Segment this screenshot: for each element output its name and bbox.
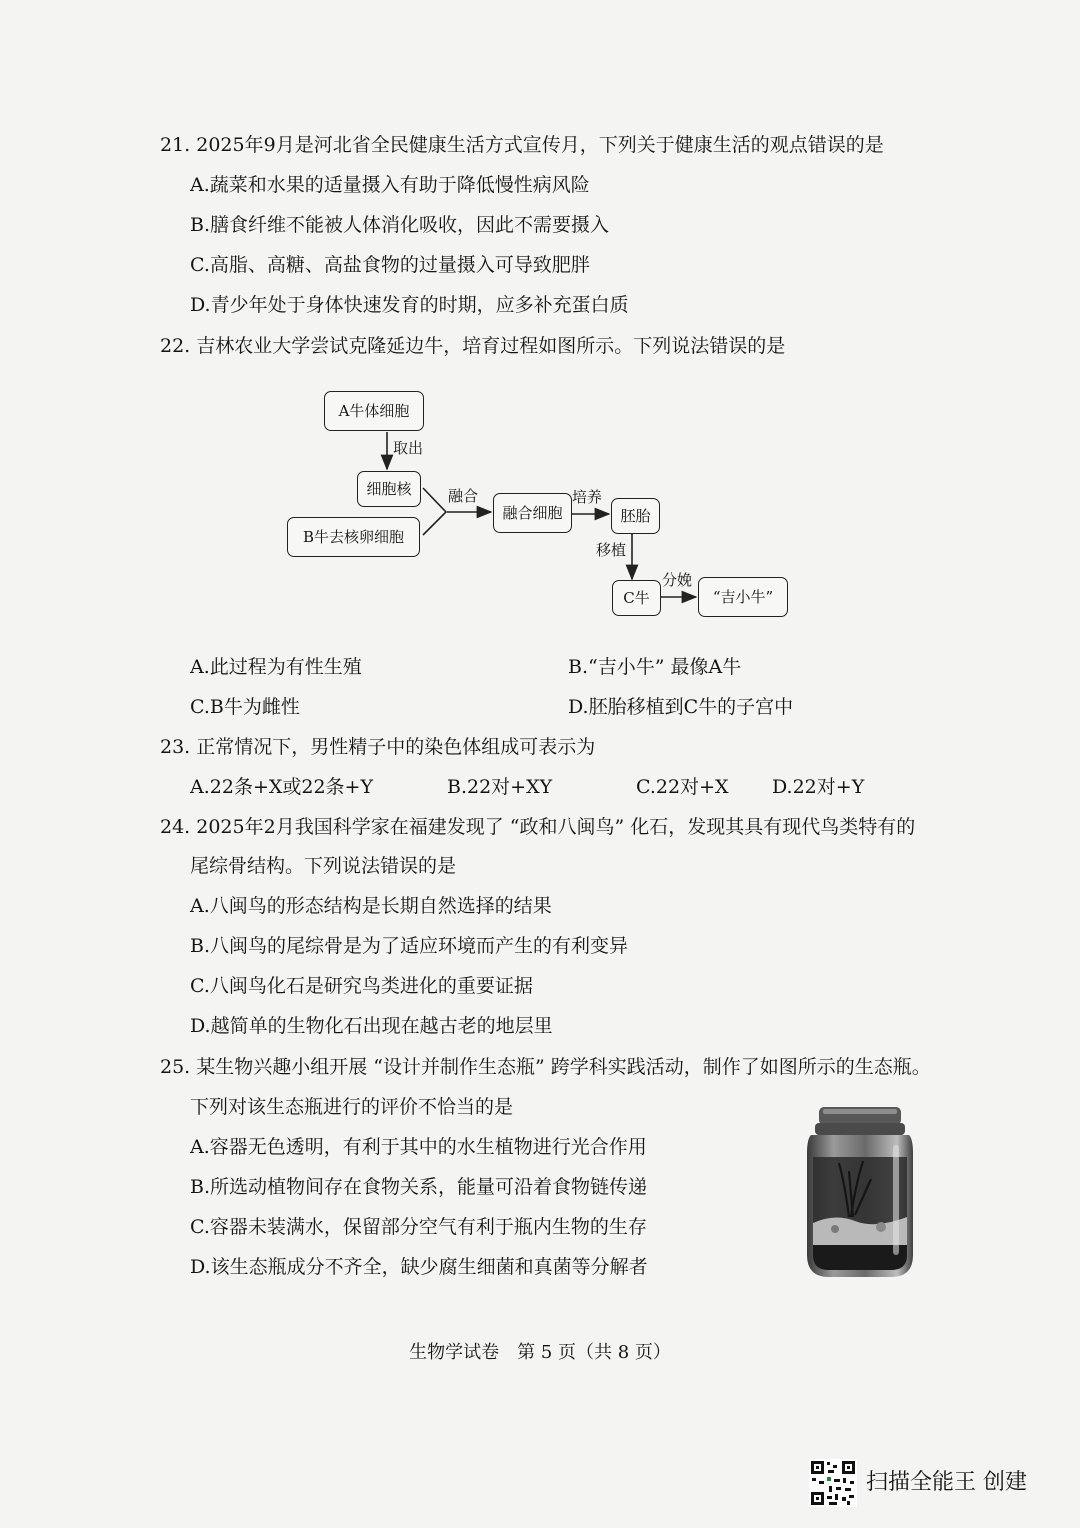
question-23-stem: 23. 正常情况下，男性精子中的染色体组成可表示为 xyxy=(160,736,596,758)
question-21-stem: 21. 2025年9月是河北省全民健康生活方式宣传月，下列关于健康生活的观点错误的是 xyxy=(160,134,884,156)
diagram-box-c-cow: C牛 xyxy=(612,580,661,616)
diagram-label-culture: 培养 xyxy=(572,488,603,506)
question-25-option-d: D.该生态瓶成分不齐全，缺少腐生细菌和真菌等分解者 xyxy=(190,1256,648,1278)
diagram-box-a-cow-cell: A牛体细胞 xyxy=(324,391,424,431)
question-21-option-a: A.蔬菜和水果的适量摄入有助于降低慢性病风险 xyxy=(190,174,590,196)
question-23-option-c: C.22对+X xyxy=(636,776,729,798)
qr-code-icon xyxy=(809,1459,857,1507)
question-24-stem-line-1: 24. 2025年2月我国科学家在福建发现了 “政和八闽鸟” 化石，发现其具有现代鸟类特有的 xyxy=(160,816,916,838)
question-21-option-c: C.高脂、高糖、高盐食物的过量摄入可导致肥胖 xyxy=(190,254,590,276)
question-23-option-a: A.22条+X或22条+Y xyxy=(190,776,374,798)
question-23-option-b: B.22对+XY xyxy=(447,776,553,798)
diagram-label-take-out: 取出 xyxy=(393,439,424,457)
question-25-option-b: B.所选动植物间存在食物关系，能量可沿着食物链传递 xyxy=(190,1176,648,1198)
diagram-box-ji-calf: “吉小牛” xyxy=(698,577,788,617)
question-25-stem-line-2: 下列对该生态瓶进行的评价不恰当的是 xyxy=(190,1096,514,1118)
diagram-label-fusion: 融合 xyxy=(448,487,479,505)
question-24-option-b: B.八闽鸟的尾综骨是为了适应环境而产生的有利变异 xyxy=(190,935,629,957)
page-footer: 生物学试卷 第 5 页（共 8 页） xyxy=(409,1342,671,1363)
ecological-bottle-photo xyxy=(805,1105,915,1279)
diagram-label-birth: 分娩 xyxy=(662,571,693,589)
diagram-box-fused-cell: 融合细胞 xyxy=(493,493,572,533)
question-22-option-b: B.“吉小牛” 最像A牛 xyxy=(568,656,742,678)
question-22-option-d: D.胚胎移植到C牛的子宫中 xyxy=(568,696,794,718)
question-22-option-c: C.B牛为雌性 xyxy=(190,696,300,718)
question-23-option-d: D.22对+Y xyxy=(772,776,865,798)
scanner-watermark: 扫描全能王 创建 xyxy=(866,1470,1027,1495)
question-25-option-c: C.容器未装满水，保留部分空气有利于瓶内生物的生存 xyxy=(190,1216,647,1238)
merge-bracket xyxy=(423,488,446,535)
diagram-box-b-enucleated-egg: B牛去核卵细胞 xyxy=(287,517,420,557)
question-22-stem: 22. 吉林农业大学尝试克隆延边牛，培育过程如图所示。下列说法错误的是 xyxy=(160,335,786,357)
question-24-stem-line-2: 尾综骨结构。下列说法错误的是 xyxy=(190,855,457,877)
question-24-option-d: D.越简单的生物化石出现在越古老的地层里 xyxy=(190,1015,553,1037)
diagram-box-embryo: 胚胎 xyxy=(611,498,660,534)
question-25-stem-line-1: 25. 某生物兴趣小组开展 “设计并制作生态瓶” 跨学科实践活动，制作了如图所示的生态瓶。 xyxy=(160,1056,931,1078)
question-24-option-c: C.八闽鸟化石是研究鸟类进化的重要证据 xyxy=(190,975,533,997)
question-21-option-d: D.青少年处于身体快速发育的时期，应多补充蛋白质 xyxy=(190,294,629,316)
question-21-option-b: B.膳食纤维不能被人体消化吸收，因此不需要摄入 xyxy=(190,214,610,236)
question-22-option-a: A.此过程为有性生殖 xyxy=(190,656,362,678)
diagram-label-transplant: 移植 xyxy=(596,541,627,559)
diagram-box-nucleus: 细胞核 xyxy=(357,471,421,507)
question-24-option-a: A.八闽鸟的形态结构是长期自然选择的结果 xyxy=(190,895,552,917)
question-25-option-a: A.容器无色透明，有利于其中的水生植物进行光合作用 xyxy=(190,1136,647,1158)
